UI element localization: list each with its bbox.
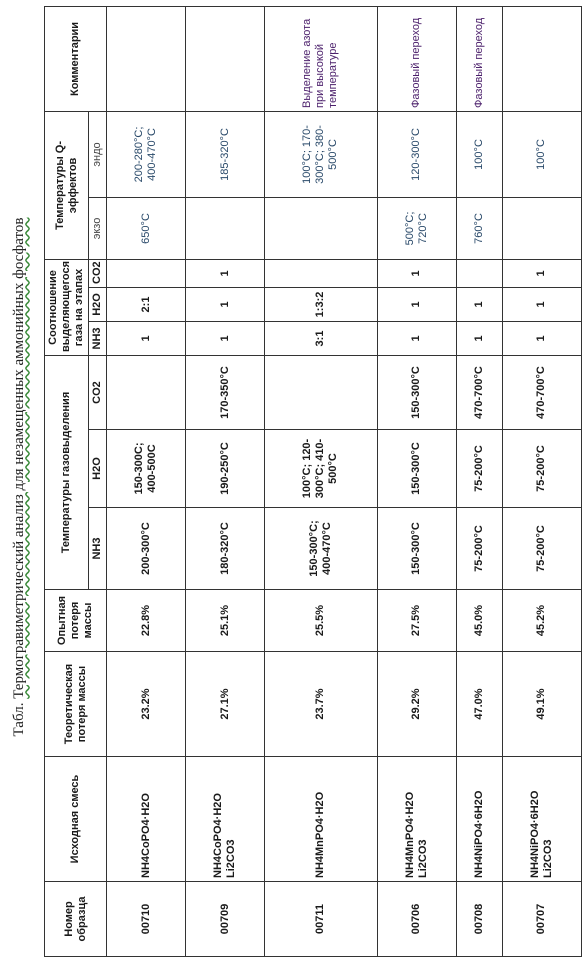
temp-co2-cell: 170-350°C <box>186 355 265 429</box>
ratio-co2-cell: 1 <box>186 259 265 287</box>
temp-nh3-cell: 75-200°C <box>456 508 502 590</box>
ratio-co2-cell <box>265 259 377 287</box>
header-exp: Опытная потеря массы <box>45 590 107 652</box>
temp-co2-cell <box>107 355 186 429</box>
mix-component: NH4NiPO4·6H2O <box>528 790 541 878</box>
experimental-loss-cell: 45.2% <box>502 590 581 652</box>
temp-nh3-cell: 180-320°C <box>186 508 265 590</box>
ratio-nh3-cell: 1 <box>502 321 581 355</box>
header-gas-temps: Температуры газовыделения <box>45 355 89 589</box>
header-t-h2o: H2O <box>89 430 107 508</box>
mix-cell <box>107 757 186 882</box>
mix-cell <box>377 757 456 882</box>
theoretical-loss-cell: 27.1% <box>186 652 265 757</box>
exo-cell <box>265 197 377 259</box>
temp-h2o-cell: 150-300С; 400-500С <box>107 430 186 508</box>
ratio-h2o-cell: 1 <box>502 287 581 321</box>
experimental-loss-cell: 27.5% <box>377 590 456 652</box>
header-row-1 <box>45 6 89 956</box>
temp-h2o-cell: 190-250°C <box>186 430 265 508</box>
temp-h2o-cell: 75-200°C <box>502 430 581 508</box>
temp-nh3-cell: 75-200°C <box>502 508 581 590</box>
header-sample: Номер образца <box>45 882 107 957</box>
ratio-h2o-cell: 2:1 <box>107 287 186 321</box>
ratio-nh3-cell: 1 <box>107 321 186 355</box>
table-row <box>186 6 265 956</box>
mix-component: NH4NiPO4·6H2O <box>472 790 485 878</box>
comment-cell <box>107 6 186 111</box>
ratio-nh3-cell: 1 <box>377 321 456 355</box>
temp-co2-cell: 470-700°C <box>456 355 502 429</box>
mix-cell <box>456 757 502 882</box>
ratio-h2o-cell: 1:3:2 <box>265 287 377 321</box>
endo-cell: 100°C <box>456 111 502 197</box>
ratio-h2o-cell: 1 <box>377 287 456 321</box>
mix-cell <box>186 757 265 882</box>
header-r-co2: CO2 <box>89 259 107 287</box>
endo-cell: 120-300°C <box>377 111 456 197</box>
mix-cell <box>502 757 581 882</box>
table-caption <box>4 0 34 958</box>
ratio-h2o-cell: 1 <box>456 287 502 321</box>
comment-cell: Фазовый переход <box>456 6 502 111</box>
exo-cell: 650°C <box>107 197 186 259</box>
exo-cell: 500°C; 720°C <box>377 197 456 259</box>
temp-nh3-cell: 150-300°C <box>377 508 456 590</box>
temp-co2-cell: 150-300°C <box>377 355 456 429</box>
sample-cell: 00709 <box>186 882 265 957</box>
endo-cell: 185-320°C <box>186 111 265 197</box>
ratio-h2o-cell: 1 <box>186 287 265 321</box>
mix-component: Li2CO3 <box>541 839 554 878</box>
header-t-co2: CO2 <box>89 355 107 429</box>
temp-h2o-cell: 100°C; 120-300°C; 410-500°C <box>265 430 377 508</box>
ratio-co2-cell: 1 <box>502 259 581 287</box>
ratio-nh3-cell: 1 <box>456 321 502 355</box>
experimental-loss-cell: 45.0% <box>456 590 502 652</box>
header-ratio: Соотношение выделяющегося газа на этапах <box>45 259 89 355</box>
header-q-effects: Температуры Q-эффектов <box>45 111 89 259</box>
comment-cell <box>502 6 581 111</box>
header-endo: эндо <box>89 111 107 197</box>
theoretical-loss-cell: 47.0% <box>456 652 502 757</box>
header-r-nh3: NH3 <box>89 321 107 355</box>
header-exo: экзо <box>89 197 107 259</box>
theoretical-loss-cell: 49.1% <box>502 652 581 757</box>
ratio-nh3-cell: 3:1 <box>265 321 377 355</box>
temp-h2o-cell: 150-300°C <box>377 430 456 508</box>
exo-cell <box>502 197 581 259</box>
experimental-loss-cell: 22.8% <box>107 590 186 652</box>
mix-component: Li2CO3 <box>416 839 429 878</box>
tga-table <box>44 6 582 957</box>
theoretical-loss-cell: 23.7% <box>265 652 377 757</box>
ratio-co2-cell <box>107 259 186 287</box>
sample-cell: 00710 <box>107 882 186 957</box>
header-r-h2o: H2O <box>89 287 107 321</box>
table-row <box>456 6 502 956</box>
temp-h2o-cell: 75-200°C <box>456 430 502 508</box>
sample-cell: 00711 <box>265 882 377 957</box>
mix-component: NH4CoPO4·H2O <box>139 793 152 878</box>
endo-cell: 200-280°C; 400-470°C <box>107 111 186 197</box>
theoretical-loss-cell: 29.2% <box>377 652 456 757</box>
sample-cell: 00707 <box>502 882 581 957</box>
mix-component: Li2CO3 <box>225 839 238 878</box>
comment-cell: Фазовый переход <box>377 6 456 111</box>
table-row <box>502 6 581 956</box>
ratio-nh3-cell: 1 <box>186 321 265 355</box>
temp-co2-cell <box>265 355 377 429</box>
exo-cell <box>186 197 265 259</box>
mix-component: NH4MnPO4·H2O <box>314 791 327 878</box>
header-comments: Комментарии <box>45 6 107 111</box>
theoretical-loss-cell: 23.2% <box>107 652 186 757</box>
caption-title: Термогравиметрический анализ для незамещенных аммонийных фосфатов <box>10 217 27 699</box>
endo-cell: 100°C; 170-300°C; 380-500°C <box>265 111 377 197</box>
sample-cell: 00706 <box>377 882 456 957</box>
mix-component: NH4MnPO4·H2O <box>403 791 416 878</box>
caption-prefix: Табл. <box>10 702 27 737</box>
table-row <box>265 6 377 956</box>
ratio-co2-cell: 1 <box>377 259 456 287</box>
mix-component: NH4CoPO4·H2O <box>212 793 225 878</box>
mix-cell <box>265 757 377 882</box>
table-container <box>44 7 582 957</box>
experimental-loss-cell: 25.1% <box>186 590 265 652</box>
exo-cell: 760°C <box>456 197 502 259</box>
header-t-nh3: NH3 <box>89 508 107 590</box>
temp-nh3-cell: 200-300°C <box>107 508 186 590</box>
experimental-loss-cell: 25.5% <box>265 590 377 652</box>
endo-cell: 100°C <box>502 111 581 197</box>
comment-cell: Выделение азота при высокой температуре <box>265 6 377 111</box>
comment-cell <box>186 6 265 111</box>
ratio-co2-cell <box>456 259 502 287</box>
table-row <box>377 6 456 956</box>
sample-cell: 00708 <box>456 882 502 957</box>
temp-nh3-cell: 150-300°C; 400-470°C <box>265 508 377 590</box>
header-theo: Теоретическая потеря массы <box>45 652 107 757</box>
header-mix: Исходная смесь <box>45 757 107 882</box>
temp-co2-cell: 470-700°C <box>502 355 581 429</box>
table-row <box>107 6 186 956</box>
